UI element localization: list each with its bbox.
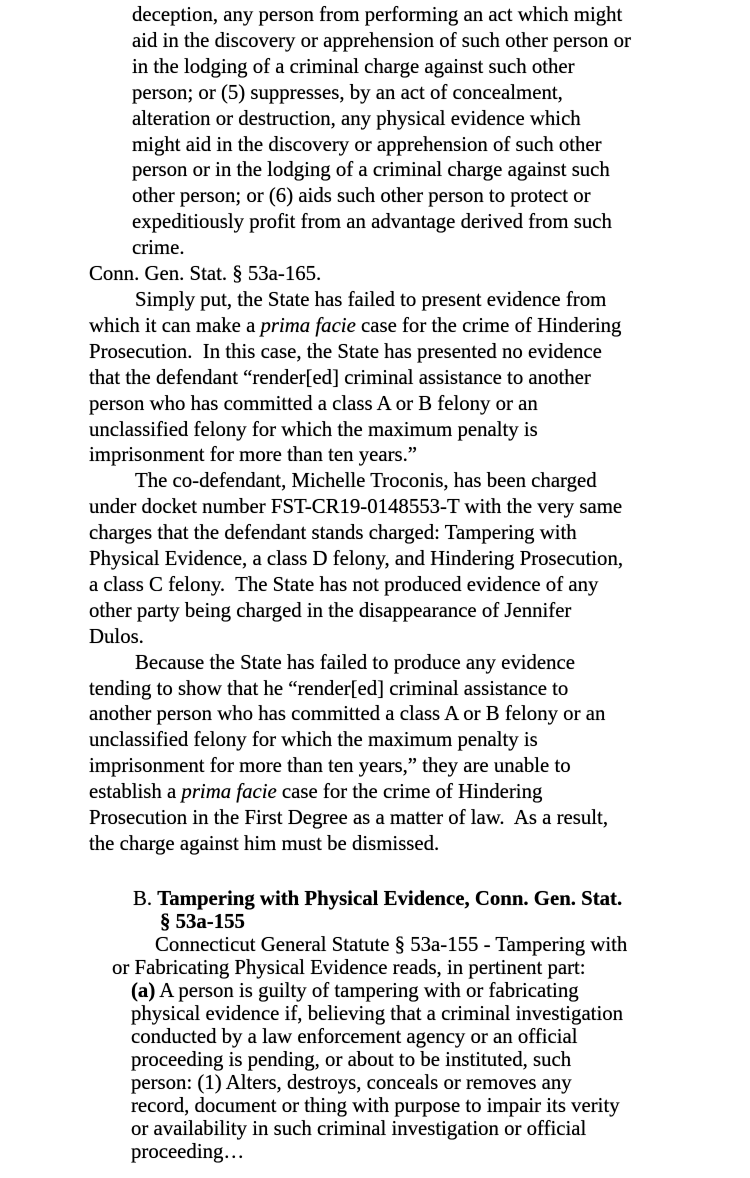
text-line bbox=[133, 910, 750, 933]
text-line: unclassified felony for which the maximum penalty is bbox=[89, 728, 538, 752]
text-line: under docket number FST-CR19-0148553-T with the very same bbox=[89, 495, 623, 519]
text-line: the charge against him must be dismissed. bbox=[89, 832, 440, 855]
text-line: other person; or (6) aids such other person to protect or bbox=[132, 184, 591, 208]
text-line: Dulos. bbox=[89, 624, 144, 648]
text-line: deception, any person from performing an act which might bbox=[132, 3, 623, 26]
text-line: person or in the lodging of a criminal charge against such bbox=[132, 158, 610, 182]
text-line: Conn. Gen. Stat. § 53a-165. bbox=[89, 262, 322, 286]
body-paragraph-statute-intro bbox=[112, 933, 750, 979]
text-line: person; or (5) suppresses, by an act of concealment, bbox=[132, 80, 563, 104]
text-line: aid in the discovery or apprehension of such other person or bbox=[132, 28, 631, 52]
text-line: Prosecution. In this case, the State has presented no evidence bbox=[89, 339, 602, 363]
text-line: establish a prima facie case for the crime of Hindering bbox=[89, 780, 543, 804]
text-line: or Fabricating Physical Evidence reads, in pertinent part: bbox=[112, 955, 586, 979]
text-line: alteration or destruction, any physical evidence which bbox=[132, 106, 581, 130]
text-line: conducted by a law enforcement agency or an official bbox=[131, 1024, 578, 1048]
text-line: record, document or thing with purpose to impair its verity bbox=[131, 1093, 620, 1117]
text-line: which it can make a prima facie case for the crime of Hindering bbox=[89, 313, 622, 337]
text-line: person who has committed a class A or B felony or an bbox=[89, 391, 538, 415]
text-line: Simply put, the State has failed to present evidence from bbox=[135, 287, 607, 311]
italic-text: prima facie bbox=[181, 780, 277, 804]
text-line: that the defendant “render[ed] criminal assistance to another bbox=[89, 365, 591, 389]
statute-quote-53a-165 bbox=[132, 2, 750, 261]
body-paragraph-prima-facie bbox=[89, 287, 750, 468]
body-paragraph-dismissal bbox=[89, 650, 750, 857]
text-line: in the lodging of a criminal charge against such other bbox=[132, 54, 575, 78]
body-paragraph-co-defendant bbox=[89, 468, 750, 649]
text-line: imprisonment for more than ten years,” they are unable to bbox=[89, 754, 571, 778]
text-line: physical evidence if, believing that a criminal investigation bbox=[131, 1001, 624, 1025]
text-line: Connecticut General Statute § 53a-155 - Tampering with bbox=[155, 932, 628, 956]
text-line: or availability in such criminal investigation or official bbox=[131, 1116, 587, 1140]
text-line: might aid in the discovery or apprehension of such other bbox=[132, 132, 602, 156]
bold-text: § 53a-155 bbox=[160, 909, 245, 933]
text-line: unclassified felony for which the maximum penalty is bbox=[89, 417, 538, 441]
statute-quote-53a-155 bbox=[131, 979, 750, 1163]
text-line: proceeding is pending, or about to be instituted, such bbox=[131, 1047, 572, 1071]
text-line: charges that the defendant stands charged: Tampering with bbox=[89, 521, 577, 545]
text-line: a class C felony. The State has not produced evidence of any bbox=[89, 572, 599, 596]
text-line: crime. bbox=[132, 236, 185, 260]
text-line: imprisonment for more than ten years.” bbox=[89, 443, 418, 467]
text-line: person: (1) Alters, destroys, conceals or removes any bbox=[131, 1070, 572, 1094]
text-line: Because the State has failed to produce any evidence bbox=[135, 650, 576, 674]
bold-text: (a) bbox=[131, 978, 156, 1002]
text-line: other party being charged in the disappearance of Jennifer bbox=[89, 598, 572, 622]
text-line: The co-defendant, Michelle Troconis, has been charged bbox=[135, 469, 597, 493]
italic-text: prima facie bbox=[260, 313, 356, 337]
text-line: Prosecution in the First Degree as a matter of law. As a result, bbox=[89, 806, 609, 830]
text-line: proceeding… bbox=[131, 1139, 245, 1163]
text-line: tending to show that he “render[ed] criminal assistance to bbox=[89, 676, 569, 700]
text-line: Physical Evidence, a class D felony, and Hindering Prosecution, bbox=[89, 547, 624, 571]
bold-text: Tampering with Physical Evidence, Conn. Gen. Stat. bbox=[157, 886, 623, 910]
text-line: (a) A person is guilty of tampering with or fabricating bbox=[131, 978, 579, 1002]
text-line: expeditiously profit from an advantage derived from such bbox=[132, 210, 612, 234]
text-line: another person who has committed a class A or B felony or an bbox=[89, 702, 606, 726]
section-heading-b bbox=[133, 887, 750, 933]
statute-citation bbox=[89, 261, 750, 287]
text-line: B. Tampering with Physical Evidence, Conn. Gen. Stat. bbox=[133, 886, 623, 910]
